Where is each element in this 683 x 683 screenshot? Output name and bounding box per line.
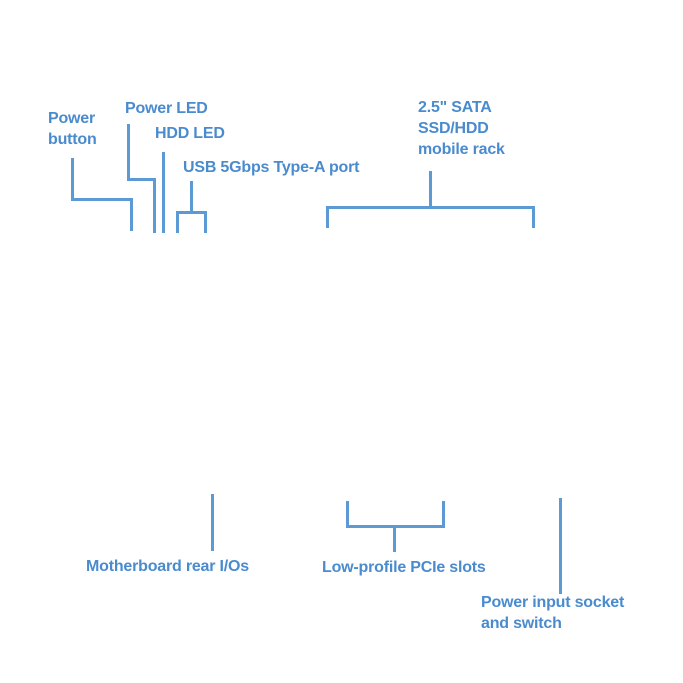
usb-port-leader-leg (204, 211, 207, 233)
power-led-label-text: Power LED (125, 100, 208, 117)
usb-port-label (183, 157, 359, 178)
mobile-rack-label-line1: 2.5" SATA (418, 99, 492, 116)
power-led-leader-segment (153, 178, 156, 233)
mobile-rack-leader-stem (429, 171, 432, 208)
power-input-label-line1: Power input socket (481, 594, 625, 611)
usb-port-leader-bracket (176, 211, 207, 214)
hdd-led-leader-segment (162, 152, 165, 233)
hdd-led-label (155, 123, 225, 144)
hdd-led-label-text: HDD LED (155, 125, 225, 142)
pcie-slots-leader-stem (393, 525, 396, 552)
mobile-rack-label-line3: mobile rack (418, 141, 505, 158)
usb-port-leader-leg (176, 211, 179, 233)
power-button-leader-segment (71, 158, 74, 201)
power-led-leader-segment (127, 178, 156, 181)
power-button-label-line1: Power (48, 110, 96, 127)
power-button-label-line2: button (48, 131, 97, 148)
power-input-label-line2: and switch (481, 615, 562, 632)
usb-port-label-text: USB 5Gbps Type-A port (183, 159, 360, 176)
power-led-label (125, 98, 208, 119)
motherboard-io-label (86, 556, 249, 577)
mobile-rack-leader-bracket (326, 206, 535, 209)
mobile-rack-label-line2: SSD/HDD (418, 120, 489, 137)
power-input-leader-segment (559, 498, 562, 594)
power-input-label (481, 592, 624, 634)
mobile-rack-leader-leg (532, 206, 535, 228)
motherboard-io-leader-segment (211, 494, 214, 551)
power-button-leader-segment (71, 198, 133, 201)
power-button-leader-segment (130, 198, 133, 231)
power-led-leader-segment (127, 124, 130, 181)
pcie-slots-leader-leg (442, 501, 445, 528)
pcie-slots-leader-leg (346, 501, 349, 528)
usb-port-leader-stem (190, 181, 193, 213)
pcie-slots-label-text: Low-profile PCIe slots (322, 559, 486, 576)
motherboard-io-label-text: Motherboard rear I/Os (86, 558, 249, 575)
pcie-slots-label (322, 557, 486, 578)
power-button-label (48, 108, 97, 150)
mobile-rack-leader-leg (326, 206, 329, 228)
mobile-rack-label (418, 97, 505, 160)
